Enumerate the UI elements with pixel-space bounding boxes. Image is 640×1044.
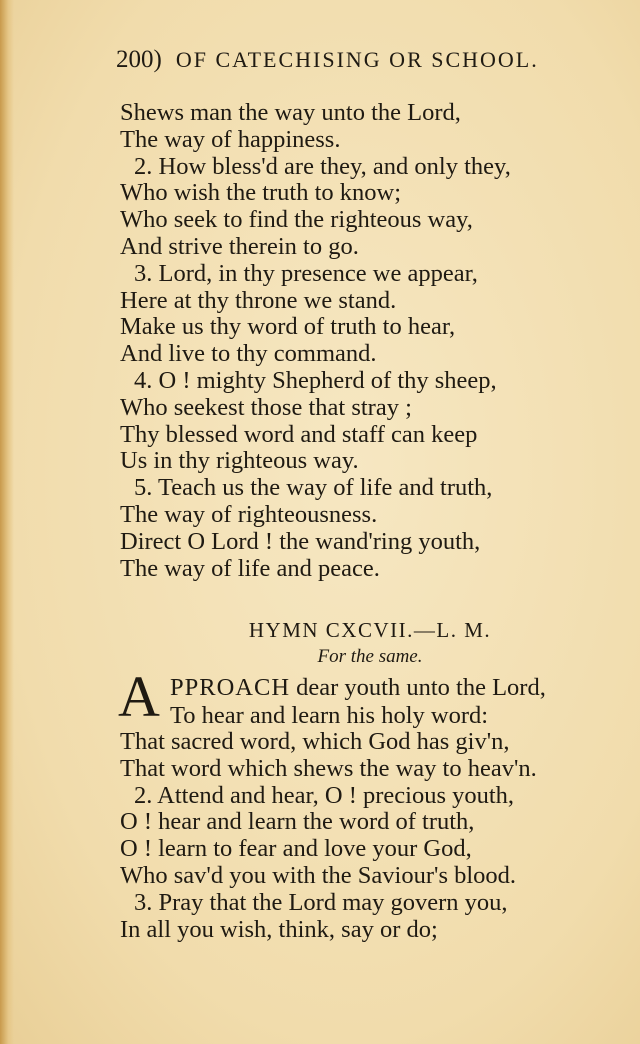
verse-line: In all you wish, think, say or do;	[120, 915, 438, 943]
verse-line: The way of life and peace.	[120, 554, 380, 582]
first-line-rest: dear youth unto the Lord,	[290, 674, 546, 701]
page-edge-shadow	[0, 0, 14, 1044]
verse-line: And live to thy command.	[120, 340, 377, 368]
verse-line: Direct O Lord ! the wand'ring youth,	[120, 527, 481, 555]
verse-line: Who seekest those that stray ;	[120, 393, 412, 421]
verse-line: 4. O ! mighty Shepherd of thy sheep,	[134, 366, 497, 394]
verse-line: Make us thy word of truth to hear,	[120, 313, 456, 341]
verse-line: The way of righteousness.	[120, 500, 378, 528]
verse-line: 3. Lord, in thy presence we appear,	[134, 259, 478, 287]
page-number: 200)	[116, 46, 162, 73]
verse-line: O ! learn to fear and love your God,	[120, 835, 472, 863]
running-header	[116, 46, 556, 82]
hymn-verses-continued	[120, 100, 636, 582]
hymn-verses	[120, 729, 636, 943]
verse-line: Who seek to find the righteous way,	[120, 206, 473, 234]
verse-line: Thy blessed word and staff can keep	[120, 420, 478, 448]
running-title: OF CATECHISING OR SCHOOL.	[175, 47, 539, 72]
verse-line: Shews man the way unto the Lord,	[120, 99, 461, 126]
verse-line: Who wish the truth to know;	[120, 179, 402, 207]
hymn-second-line: To hear and learn his holy word:	[170, 702, 489, 729]
first-line-caps: PPROACH	[170, 674, 291, 701]
verse-line: Here at thy throne we stand.	[120, 286, 397, 314]
drop-cap: A	[118, 664, 160, 729]
verse-line: That word which shews the way to heav'n.	[120, 754, 537, 782]
verse-line: Us in thy righteous way.	[120, 447, 359, 475]
verse-line: 2. Attend and hear, O ! precious youth,	[134, 781, 515, 809]
verse-line: 3. Pray that the Lord may govern you,	[134, 888, 508, 916]
hymn-heading: HYMN CXCVII.—L. M.	[248, 618, 492, 642]
verse-line: 2. How bless'd are they, and only they,	[134, 152, 511, 180]
hymn-first-line	[170, 674, 546, 702]
verse-line: 5. Teach us the way of life and truth,	[134, 474, 493, 502]
verse-line: That sacred word, which God has giv'n,	[120, 728, 510, 755]
verse-line: Who sav'd you with the Saviour's blood.	[120, 861, 517, 889]
hymn-subheading: For the same.	[317, 646, 423, 667]
verse-line: And strive therein to go.	[120, 232, 359, 260]
verse-line: The way of happiness.	[120, 125, 341, 153]
verse-line: O ! hear and learn the word of truth,	[120, 808, 475, 836]
